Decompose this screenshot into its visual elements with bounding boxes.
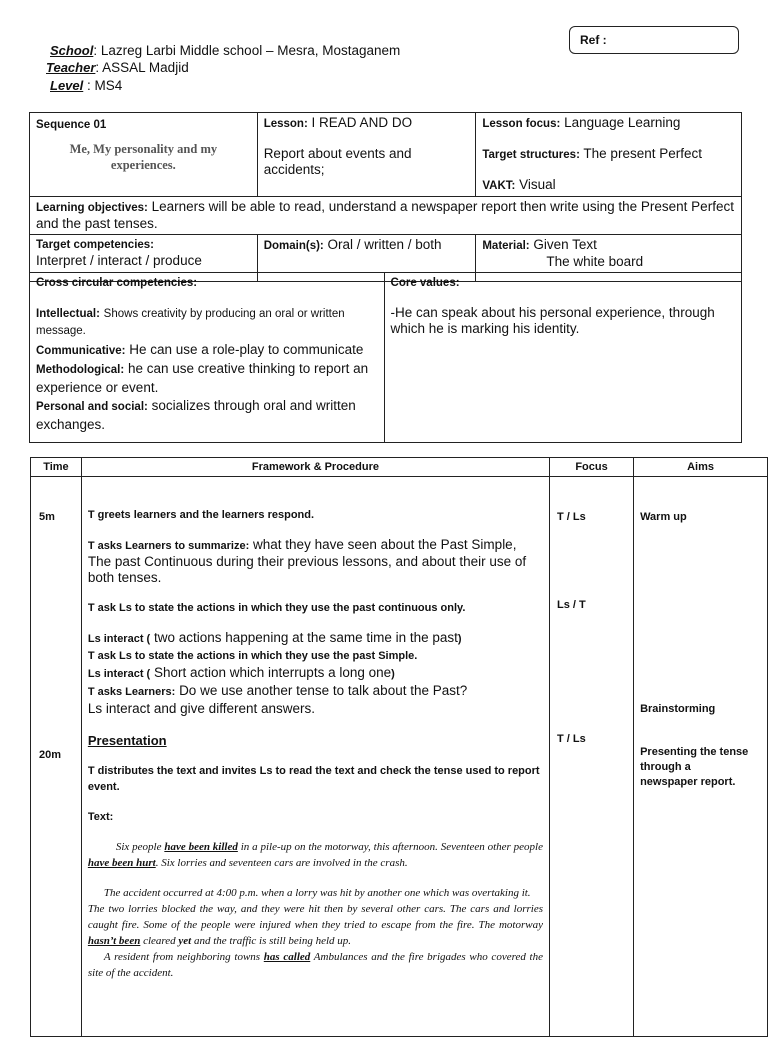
core-label: Core values: (390, 277, 460, 289)
step-answers: Ls interact and give different answers. (87, 701, 315, 716)
objectives-label: Learning objectives: (36, 202, 148, 214)
material-value-1: Given Text (533, 237, 597, 252)
text-para-3: The two lorries blocked the way, and they were hit then by several other cars. The cars and lorries caught fire. Some of the people were injured when they tried to escape from the fire. The motorway hasn’t been cleared yet and the traffic is still being held up. (87, 903, 543, 947)
vakt-value: Visual (519, 177, 556, 192)
focus-1: T / Ls (557, 511, 586, 523)
lesson-label: Lesson: (263, 118, 308, 130)
personal-label: Personal and social: (36, 401, 148, 413)
step-distribute: T distributes the text and invites Ls to read the text and check the tense used to report event. (87, 765, 540, 793)
teacher-line: Teacher: ASSAL Madjid (46, 60, 189, 75)
core-cell (384, 273, 741, 443)
lesson-info-table (29, 112, 742, 282)
communicative-value: He can use a role-play to communicate (129, 342, 364, 357)
presentation-heading: Presentation (87, 733, 167, 748)
core-value: -He can speak about his personal experience, through which he is marking his identity. (390, 305, 715, 336)
time-cell (31, 477, 82, 1037)
domain-label: Domain(s): (263, 240, 324, 252)
time-5m: 5m (39, 511, 55, 523)
material-label: Material: (482, 240, 530, 252)
aim-warm-up: Warm up (640, 511, 687, 523)
time-20m: 20m (39, 749, 62, 761)
lesson-cell (257, 113, 476, 197)
step-interact-2: Ls interact ( Short action which interrupts a long one) (87, 665, 395, 680)
school-label: School (50, 43, 94, 58)
structures-value: The present Perfect (583, 146, 702, 161)
school-line: School: Lazreg Larbi Middle school – Mesra, Mostaganem (50, 43, 401, 58)
focus-cell (476, 113, 742, 197)
step-interact-1: Ls interact ( two actions happening at the same time in the past) (87, 630, 462, 645)
focus-label: Lesson focus: (482, 118, 561, 130)
ref-label: Ref : (580, 33, 607, 47)
personal-value: socializes through oral and written exchanges. (36, 398, 356, 432)
level-value: MS4 (94, 78, 123, 93)
structures-label: Target structures: (482, 149, 580, 161)
focus-value: Language Learning (564, 115, 681, 130)
text-para-4: A resident from neighboring towns has called Ambulances and the fire brigades who covered the site of the accident. (87, 951, 543, 979)
step-summarize-label: T asks Learners to summarize: (87, 540, 250, 552)
header-focus: Focus (550, 458, 634, 477)
competencies-label: Target competencies: (36, 239, 155, 251)
aim-presenting: Presenting the tense through a newspaper report. (640, 746, 749, 788)
header-time: Time (31, 458, 82, 477)
school-name: Lazreg Larbi Middle school – Mesra, Mostaganem (100, 43, 401, 58)
objectives-cell (30, 197, 742, 235)
text-label: Text: (87, 811, 114, 823)
cross-cell (30, 273, 385, 443)
objectives-value: Learners will be able to read, understand a newspaper report then write using the Present Perfect and the past tenses. (36, 199, 734, 231)
intellectual-label: Intellectual: (36, 308, 100, 320)
ref-box (569, 26, 739, 54)
step-past-simple: T ask Ls to state the actions in which they use the past Simple. (87, 650, 418, 662)
focus-2: Ls / T (557, 599, 586, 611)
step-ask-learners: T asks Learners: Do we use another tense to talk about the Past? (87, 683, 468, 698)
methodological-label: Methodological: (36, 364, 125, 376)
competencies-value: Interpret / interact / produce (36, 253, 202, 268)
teacher-label: Teacher (46, 60, 96, 75)
lesson-value: I READ AND DO (311, 115, 413, 130)
intellectual-value: Shows creativity by producing an oral or written message. (36, 308, 345, 337)
procedure-cell (81, 477, 549, 1037)
text-para-1: Six people have been killed in a pile-up on the motorway, this afternoon. Seventeen other people have been hurt. Six lorries and seventeen cars are involved in the crash. (87, 841, 543, 869)
text-para-2: The accident occurred at 4:00 p.m. when a lorry was hit by another one which was overtaking it. (103, 887, 531, 899)
header-aims: Aims (634, 458, 768, 477)
step-summarize-text: what they have seen about the Past Simple, The past Continuous during their previous lessons, and about their use of both tenses. (87, 537, 527, 585)
teacher-name: ASSAL Madjid (102, 60, 189, 75)
aim-brainstorming: Brainstorming (640, 703, 716, 715)
focus-column-cell (550, 477, 634, 1037)
step-greet: T greets learners and the learners respond. (87, 509, 315, 521)
lesson-desc: Report about events and accidents; (263, 146, 412, 177)
cross-label: Cross circular competencies: (36, 277, 198, 289)
aims-cell (634, 477, 768, 1037)
focus-3: T / Ls (557, 733, 586, 745)
domain-value: Oral / written / both (327, 237, 442, 252)
methodological-value: he can use creative thinking to report an experience or event. (36, 361, 369, 395)
step-summarize (88, 537, 543, 586)
level-line: Level : MS4 (50, 78, 123, 93)
communicative-label: Communicative: (36, 345, 126, 357)
vakt-label: VAKT: (482, 180, 516, 192)
sequence-title: Me, My personality and my experiences. (69, 142, 218, 172)
competencies-table (29, 272, 742, 443)
sequence-cell (30, 113, 258, 197)
step-past-continuous: T ask Ls to state the actions in which they use the past continuous only. (87, 602, 466, 614)
procedure-table (30, 457, 768, 1037)
level-label: Level (50, 78, 84, 93)
sequence-label: Sequence 01 (36, 119, 107, 131)
material-value-2: The white board (546, 254, 644, 269)
header-procedure: Framework & Procedure (81, 458, 549, 477)
